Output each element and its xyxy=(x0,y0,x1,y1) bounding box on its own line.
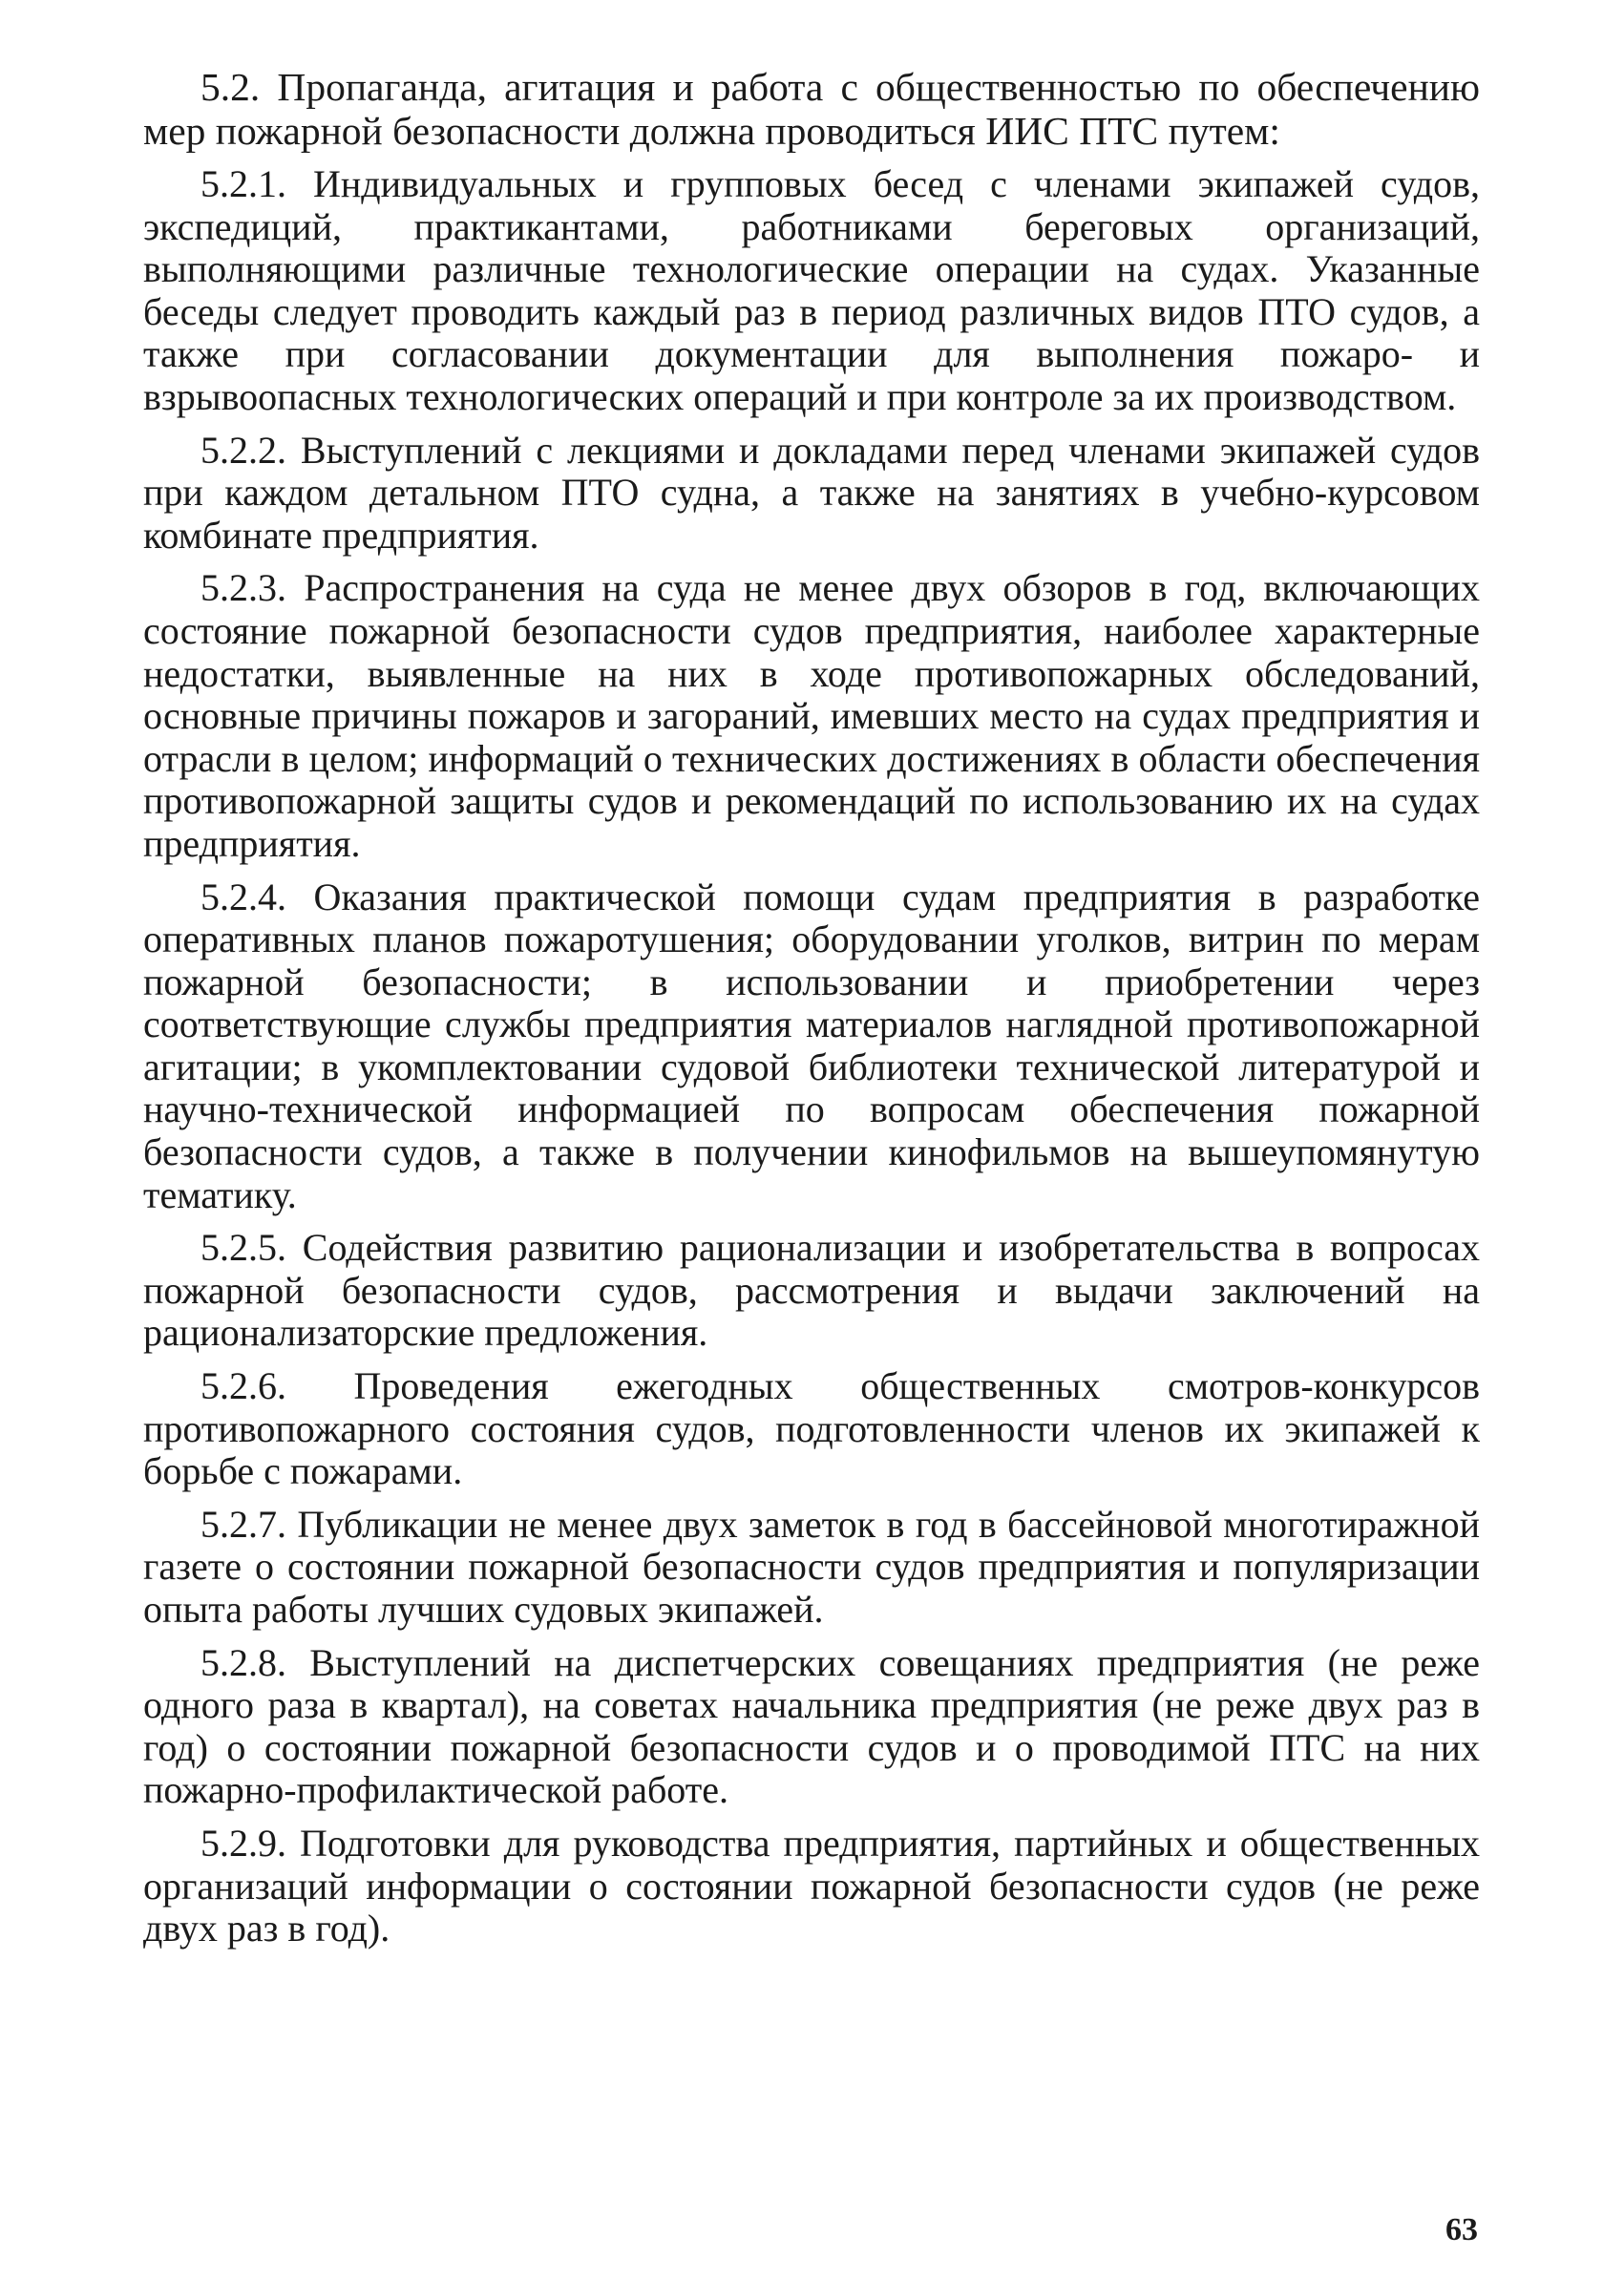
paragraph-5-2-9: 5.2.9. Подготовки для руководства предприятия, партийных и общественных организаций информации о состоянии пожарной безопасности судов (не реже двух раз в год). xyxy=(143,1821,1480,1951)
paragraph-5-2-5: 5.2.5. Содействия развитию рационализации и изобретательства в вопросах пожарной безопасности судов, рассмотрения и выдачи заключений на рационализаторские предложения. xyxy=(143,1226,1480,1355)
paragraph-5-2-2: 5.2.2. Выступлений с лекциями и докладами перед членами экипажей судов при каждом детальном ПТО судна, а также на занятиях в учебно-курсовом комбинате предприятия. xyxy=(143,428,1480,557)
paragraph-5-2-1: 5.2.1. Индивидуальных и групповых бесед с членами экипажей судов, экспедиций, практикантами, работниками береговых организаций, выполняющими различные технологические операции на судах. Указанные беседы следует проводить каждый раз в период различных видов ПТО судов, а также при согласовании документации для выполнения пожаро- и взрывоопасных технологических операций и при контроле за их производством. xyxy=(143,162,1480,418)
paragraph-5-2-3: 5.2.3. Распространения на суда не менее двух обзоров в год, включающих состояние пожарной безопасности судов предприятия, наиболее характерные недостатки, выявленные на них в ходе противопожарных обследований, основные причины пожаров и загораний, имевших место на судах предприятия и отрасли в целом; информаций о технических достижениях в области обеспечения противопожарной защиты судов и рекомендаций по использованию их на судах предприятия. xyxy=(143,566,1480,865)
document-page xyxy=(143,65,1480,2251)
paragraph-5-2-8: 5.2.8. Выступлений на диспетчерских совещаниях предприятия (не реже одного раза в квартал), на советах начальника предприятия (не реже двух раз в год) о состоянии пожарной безопасности судов и о проводимой ПТС на них пожарно-профилактической работе. xyxy=(143,1640,1480,1812)
paragraph-5-2: 5.2. Пропаганда, агитация и работа с общественностью по обеспечению мер пожарной безопасности должна проводиться ИИС ПТС путем: xyxy=(143,65,1480,153)
paragraph-5-2-6: 5.2.6. Проведения ежегодных общественных смотров-конкурсов противопожарного состояния судов, подготовленности членов их экипажей к борьбе с пожарами. xyxy=(143,1364,1480,1493)
paragraph-5-2-7: 5.2.7. Публикации не менее двух заметок в год в бассейновой многотиражной газете о состоянии пожарной безопасности судов предприятия и популяризации опыта работы лучших судовых экипажей. xyxy=(143,1502,1480,1631)
page-number: 63 xyxy=(1445,2212,1478,2247)
paragraph-5-2-4: 5.2.4. Оказания практической помощи судам предприятия в разработке оперативных планов пожаротушения; оборудовании уголков, витрин по мерам пожарной безопасности; в использовании и приобретении через соответствующие службы предприятия материалов наглядной противопожарной агитации; в укомплектовании судовой библиотеки технической литературой и научно-технической информацией по вопросам обеспечения пожарной безопасности судов, а также в получении кинофильмов на вышеупомянутую тематику. xyxy=(143,875,1480,1216)
